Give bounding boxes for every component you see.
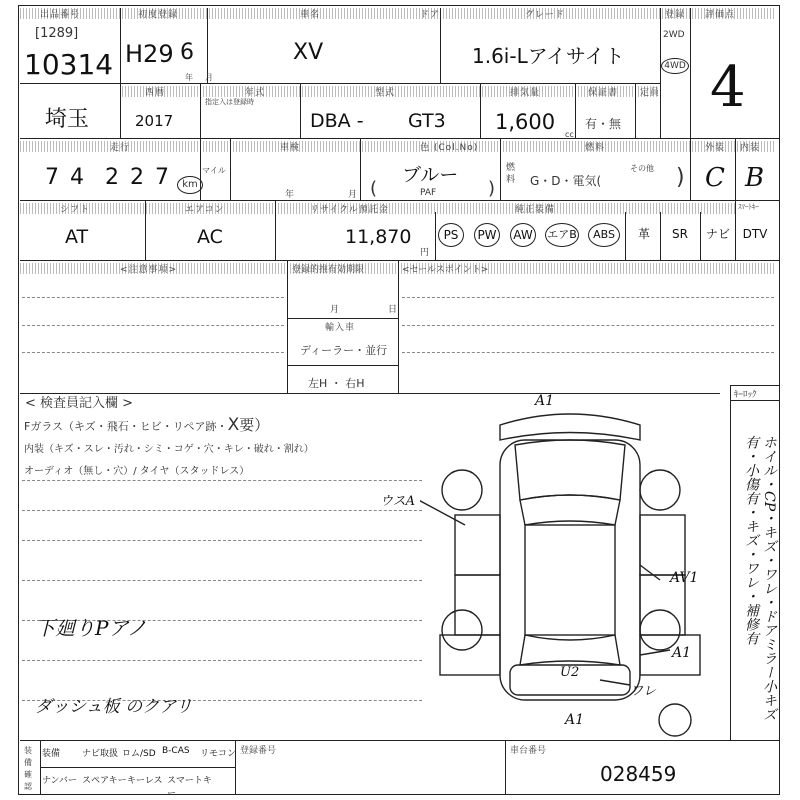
model-code: GT3: [408, 110, 446, 132]
audio-line: オーディオ（無し・穴）/ タイヤ（スタッドレス）: [24, 466, 250, 477]
fglass-req: 要）: [239, 416, 270, 434]
color-code: PAF: [420, 188, 437, 198]
model-year: 2017: [135, 112, 174, 130]
mileage-unit: km: [177, 176, 203, 194]
import-header: 輸入車: [325, 323, 356, 333]
score-value: 4: [710, 55, 746, 120]
recycle-header: リサイクル預託金: [310, 205, 389, 215]
equip-check-6: ナンバー: [42, 776, 77, 786]
equip-check-8: キーレス: [127, 776, 163, 786]
equipment-header: 純正装備: [515, 205, 556, 215]
year-mark: 年: [185, 73, 193, 82]
inspector-header: < 検査員記入欄 >: [25, 396, 134, 411]
mark-a1-top: A1: [535, 393, 555, 409]
displacement-header: 排気量: [510, 88, 541, 98]
deadline-day: 日: [388, 305, 398, 315]
chassis-number: 028459: [600, 762, 677, 786]
paren-close: ): [488, 178, 496, 199]
keyless-header: ｽﾏｰﾄｷｰ: [738, 203, 759, 211]
fuel-other: その他: [630, 164, 654, 173]
drive-header: 登録: [665, 10, 686, 20]
score-header: 評価点: [705, 10, 736, 20]
warranty-value: 有・無: [585, 117, 622, 131]
inspection-month: 月: [348, 190, 358, 200]
displacement: 1,600: [495, 110, 556, 134]
front-right-tire: [640, 470, 680, 510]
mileage-digit-5: 7: [155, 165, 169, 190]
equip-check-4: B-CAS: [162, 746, 190, 756]
equip-ps: PS: [438, 223, 464, 247]
mileage-digit-2: 4: [70, 165, 84, 190]
equip-check-top: [42, 746, 240, 759]
capacity-header: 定員: [640, 88, 661, 98]
equip-airbag: エアB: [545, 223, 579, 247]
car-diagram: [420, 395, 730, 740]
equip-pw: PW: [474, 223, 500, 247]
fuel-paren-close: ): [676, 165, 685, 190]
mark-a1-right: A1: [672, 645, 692, 661]
equip-check-bottom: [42, 773, 212, 799]
grade-value: 1.6i-Lアイサイト: [472, 44, 625, 68]
equip-leather: 革: [637, 227, 650, 241]
year-note: 指定入は登録時: [205, 98, 254, 106]
cc-unit: cc: [565, 130, 574, 139]
handle-side: 左H ・ 右H: [308, 377, 365, 390]
car-roof-front: [500, 414, 640, 440]
car-cabin: [525, 525, 615, 635]
equip-navi: ナビ: [705, 227, 730, 241]
reg-no-header: 登録番号: [240, 746, 277, 756]
mark-a1-bottom: A1: [565, 712, 585, 728]
aircon-value: AC: [197, 226, 223, 248]
exterior-header: 外装: [705, 143, 726, 153]
equip-check-9: スマートキー: [167, 776, 212, 799]
equip-check-7: スペアキー: [82, 776, 127, 786]
fglass-line: [24, 414, 269, 435]
equip-check-2: ナビ取扱: [82, 749, 119, 759]
mark-usa: ウスA: [380, 494, 415, 509]
prefecture: 埼玉: [45, 107, 90, 132]
fglass-x: X: [227, 415, 240, 435]
shift-value: AT: [65, 226, 89, 248]
left-step: [440, 635, 500, 675]
mileage-digit-3: 2: [105, 165, 119, 190]
inspection-year: 年: [285, 190, 295, 200]
exterior-value: C: [705, 163, 725, 193]
lot-number: 10314: [24, 48, 114, 81]
mark-line-2: [640, 565, 660, 580]
grade-header: グレード: [525, 10, 566, 20]
sales-point-header: <セールスポイント>: [402, 265, 489, 275]
recycle-unit: 円: [420, 248, 430, 258]
fglass-text: Fガラス（キズ・飛石・ヒビ・リペア跡・: [24, 420, 228, 433]
reg-month: 6: [180, 40, 194, 65]
reg-deadline-header: 登録的推有効期限: [292, 265, 365, 275]
rear-right-tire: [640, 610, 680, 650]
header-band: [20, 8, 775, 19]
deadline-month: 月: [330, 305, 340, 315]
car-windshield: [520, 495, 620, 525]
drive-2wd: 2WD: [663, 30, 685, 40]
front-left-tire: [442, 470, 482, 510]
drive-4wd: 4WD: [661, 58, 689, 74]
mark-u2: U2: [560, 665, 580, 680]
spare-tire: [659, 704, 691, 736]
handwritten-note-2: ダッシュ板 のクアリ: [35, 697, 193, 717]
right-front-door: [640, 515, 685, 575]
car-name: XV: [293, 40, 324, 65]
fuel-label: 燃料: [506, 163, 516, 185]
shift-header: シフト: [60, 205, 91, 215]
handwritten-note-1: 下廻りPアノ: [35, 616, 147, 640]
car-rear-glass: [520, 635, 620, 665]
recycle-value: 11,870: [345, 226, 412, 248]
mark-wa: ワレ: [630, 684, 657, 699]
model-header: 型式: [375, 88, 396, 98]
equip-dtv: DTV: [742, 227, 768, 241]
equip-abs: ABS: [588, 223, 620, 247]
keylock-header: ｷｰﾛｯｸ: [734, 390, 757, 400]
car-name-header: 車名: [300, 10, 321, 20]
west-header: 西暦: [145, 88, 166, 98]
mileage-header: 走行: [110, 143, 131, 153]
mileage-digit-1: 7: [45, 165, 59, 190]
mark-line-4: [600, 680, 630, 685]
fuel-header: 燃料: [585, 143, 606, 153]
era-year: H29: [125, 40, 174, 68]
color-header: 色 (Col.No): [420, 143, 479, 153]
header-band-3: [20, 141, 775, 152]
mileage-alt: マイル: [202, 166, 226, 175]
paren-open: (: [370, 178, 378, 199]
car-hood: [515, 440, 625, 500]
inspection-header: 車検: [280, 143, 301, 153]
equip-check-1: 装備: [42, 749, 61, 759]
notes-header: <注意事項>: [120, 265, 178, 275]
first-reg-header: 初度登録: [138, 10, 179, 20]
interior-value: B: [745, 163, 765, 193]
bottom-side-label: 装備確認: [24, 746, 32, 791]
chassis-no-header: 車台番号: [510, 746, 547, 756]
mark-line-3: [640, 650, 670, 655]
mark-av1: AV1: [670, 570, 699, 586]
side-notes: ホイル・CP・キズ・ワレ・ドアミラー小キズ有・小傷有・キズ・ワレ・補修有: [743, 435, 777, 722]
month-mark: 月: [205, 73, 213, 82]
color-value: ブルー: [402, 164, 459, 186]
equip-sr: SR: [672, 227, 688, 241]
warranty-header: 保証書: [588, 88, 619, 98]
door-header: ドア: [420, 10, 440, 20]
equip-check-5: リモコン: [200, 749, 237, 759]
import-type: ディーラー・並行: [300, 344, 388, 357]
interior-header: 内装: [740, 143, 761, 153]
left-rear-door: [455, 575, 500, 635]
lot-small: [1289]: [35, 26, 79, 41]
year-type-header: 年式: [245, 88, 266, 98]
mileage-digits: [45, 165, 195, 195]
aircon-header: エアコン: [185, 205, 225, 215]
equip-aw: AW: [510, 223, 536, 247]
mileage-digit-4: 2: [130, 165, 144, 190]
lot-header: 出品番号: [40, 10, 81, 20]
equip-check-3: ロム/SD: [122, 749, 156, 759]
fuel-value: G・D・電気(: [530, 174, 602, 188]
rear-left-tire: [442, 610, 482, 650]
model-prefix: DBA -: [310, 110, 364, 132]
interior-line: 内装（キズ・スレ・汚れ・シミ・コゲ・穴・キレ・破れ・割れ）: [24, 444, 314, 455]
